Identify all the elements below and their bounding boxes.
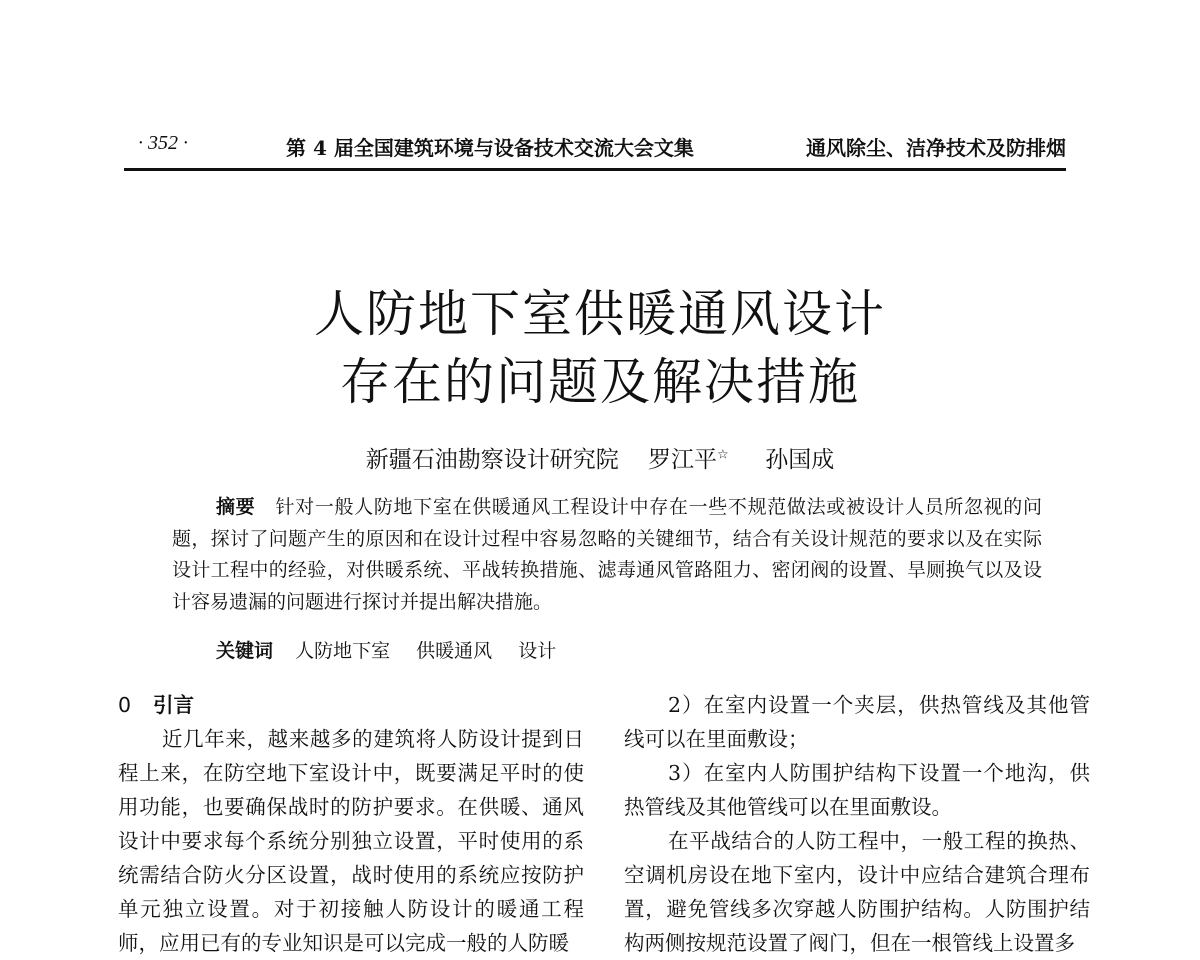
intro-paragraph: 近几年来，越来越多的建筑将人防设计提到日程上来，在防空地下室设计中，既要满足平时的使用功能，也要确保战时的防护要求。在供暖、通风设计中要求每个系统分别独立设置，平时使用的系统需结合防火分区设置，战时使用的系统应按防护单元独立设置。对于初接触人防设计的暖通工程师，应用已有的专业知识是可以完成一般的人防暖 xyxy=(118,727,584,955)
right-column xyxy=(624,688,1090,960)
paper-title-line-1: 人防地下室供暖通风设计 xyxy=(314,285,886,343)
keyword: 供暖通风 xyxy=(416,640,493,662)
abstract-text: 针对一般人防地下室在供暖通风工程设计中存在一些不规范做法或被设计人员所忽视的问题，探讨了问题产生的原因和在设计过程中容易忽略的关键细节，结合有关设计规范的要求以及在实际设计工程中的经验，对供暖系统、平战转换措施、滤毒通风管路阻力、密闭阀的设置、旱厕换气以及设计容易遗漏的问题进行探讨并提出解决措施。 xyxy=(172,496,1042,613)
author-2: 孙国成 xyxy=(765,447,835,473)
page-number: · 352 · xyxy=(138,132,188,154)
section-title: 通风除尘、洁净技术及防排烟 xyxy=(806,136,1066,160)
section-heading-text: 引言 xyxy=(153,693,195,717)
list-item: 2）在室内设置一个夹层，供热管线及其他管线可以在里面敷设； xyxy=(624,693,1090,751)
paper-title-line-2: 存在的问题及解决措施 xyxy=(340,353,860,411)
list-item: 3）在室内人防围护结构下设置一个地沟，供热管线及其他管线可以在里面敷设。 xyxy=(624,761,1090,819)
keyword: 设计 xyxy=(518,640,557,662)
author-line xyxy=(0,441,1200,474)
section-heading xyxy=(118,688,584,722)
abstract-label: 摘要 xyxy=(216,496,256,518)
keywords xyxy=(216,636,576,663)
body-paragraph: 在平战结合的人防工程中，一般工程的换热、空调机房设在地下室内，设计中应结合建筑合理布置，避免管线多次穿越人防围护结构。人防围护结构两侧按规范设置了阀门，但在一根管线上设置多 xyxy=(624,829,1090,955)
left-column xyxy=(118,688,584,960)
running-header xyxy=(124,128,1066,171)
abstract xyxy=(172,492,1042,618)
section-number: 0 xyxy=(118,693,132,717)
author-mark: ☆ xyxy=(717,447,729,463)
keyword: 人防地下室 xyxy=(295,640,391,662)
conference-title: 第 4 届全国建筑环境与设备技术交流大会文集 xyxy=(286,136,694,160)
author-1: 罗江平 xyxy=(648,447,718,473)
keywords-label: 关键词 xyxy=(216,640,274,662)
institution: 新疆石油勘察设计研究院 xyxy=(365,447,619,473)
